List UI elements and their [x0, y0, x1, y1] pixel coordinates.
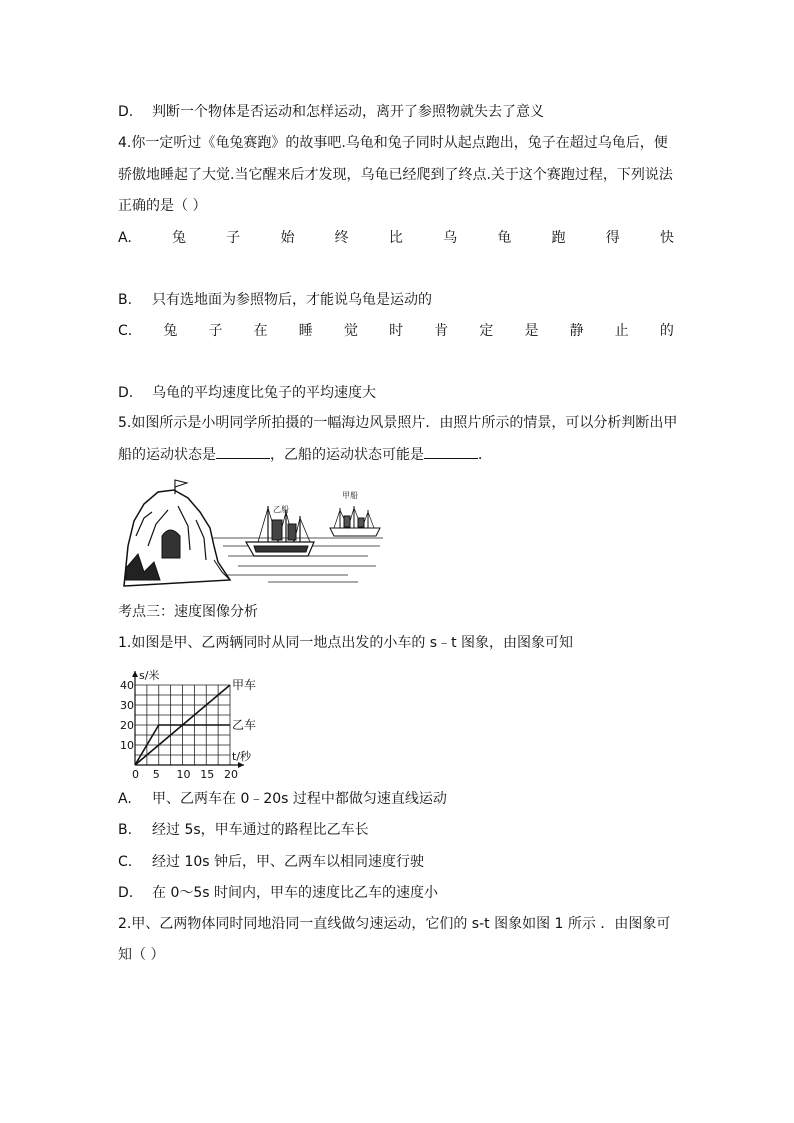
- option-char: 静: [569, 323, 584, 339]
- option-char: 比: [388, 230, 403, 246]
- option-label: D.: [118, 385, 134, 401]
- option-char: 快: [659, 230, 674, 246]
- answer-blank-2: [424, 444, 478, 459]
- q1-option-b: [118, 820, 369, 840]
- q4-option-d: [118, 383, 376, 403]
- seaside-photo: [118, 476, 390, 588]
- q1-option-c: [118, 852, 424, 872]
- q5-text-b: ，乙船的运动状态可能是: [270, 447, 424, 463]
- option-char: 跑: [551, 230, 566, 246]
- y-axis-arrow: [132, 671, 138, 677]
- option-char: 的: [659, 323, 674, 339]
- option-char: 子: [208, 323, 223, 339]
- q2-stem-line-1: 2.甲、乙两物体同时同地沿同一直线做匀速运动，它们的 s-t 图象如图 1 所示 ．由图象可: [118, 916, 671, 932]
- option-label: A.: [118, 791, 132, 807]
- option-char: 是: [524, 323, 539, 339]
- st-chart: [110, 660, 270, 782]
- option-char: 肯: [434, 323, 449, 339]
- option-label: C.: [118, 323, 133, 339]
- x-tick-label: 15: [200, 768, 215, 781]
- option-char: 子: [226, 230, 241, 246]
- option-char: 得: [605, 230, 620, 246]
- option-text: 乌龟的平均速度比兔子的平均速度大: [152, 385, 376, 401]
- option-label: B.: [118, 292, 133, 308]
- y-tick-label: 30: [120, 699, 134, 712]
- boat-label-yi: 乙船: [273, 505, 289, 514]
- q4-option-a: [118, 228, 674, 248]
- option-text: 甲、乙两车在 0﹣20s 过程中都做匀速直线运动: [152, 791, 447, 807]
- option-label: B.: [118, 822, 133, 838]
- option-char: 在: [253, 323, 268, 339]
- option-text: 只有选地面为参照物后，才能说乌龟是运动的: [152, 292, 432, 308]
- option-char: 止: [614, 323, 629, 339]
- boat-label-jia: 甲船: [342, 491, 358, 500]
- prev-option-d: [118, 102, 544, 122]
- option-char: 觉: [343, 323, 358, 339]
- x-tick-label: 5: [152, 768, 160, 781]
- y-tick-label: 40: [120, 679, 134, 692]
- q5-stem-line-1: 5.如图所示是小明同学所拍摄的一幅海边风景照片．由照片所示的情景，可以分析判断出甲: [118, 415, 678, 431]
- x-tick-label: 20: [224, 768, 238, 781]
- y-tick-label: 20: [120, 719, 134, 732]
- option-text: 经过 10s 钟后，甲、乙两车以相同速度行驶: [152, 854, 425, 870]
- option-label: A.: [118, 230, 132, 246]
- option-char: 终: [334, 230, 349, 246]
- answer-blank-1: [216, 444, 270, 459]
- q5-text-a: 船的运动状态是: [118, 447, 216, 463]
- q4-stem-line-1: 4.你一定听过《龟兔赛跑》的故事吧.乌龟和兔子同时从起点跑出，兔子在超过乌龟后，便: [118, 135, 668, 151]
- option-label: C.: [118, 854, 133, 870]
- y-tick-label: 10: [120, 739, 134, 752]
- option-text: 在 0～5s 时间内，甲车的速度比乙车的速度小: [152, 885, 439, 901]
- option-text: 判断一个物体是否运动和怎样运动，离开了参照物就失去了意义: [152, 104, 544, 120]
- x-tick-label: 10: [176, 768, 191, 781]
- q4-stem-line-2: 骄傲地睡起了大觉.当它醒来后才发现，乌龟已经爬到了终点.关于这个赛跑过程，下列说法: [118, 167, 673, 183]
- option-char: 兔: [172, 230, 186, 246]
- q2-stem-line-2: 知（ ）: [118, 947, 165, 963]
- option-char: 兔: [163, 323, 178, 339]
- q4-option-b: [118, 290, 432, 310]
- option-label: D.: [118, 104, 134, 120]
- q4-option-c: [118, 321, 674, 341]
- q1-option-a: [118, 789, 447, 809]
- q5-text-c: ．: [478, 447, 492, 463]
- q1-option-d: [118, 883, 438, 903]
- option-label: D.: [118, 885, 134, 901]
- option-char: 龟: [497, 230, 512, 246]
- section-title: 考点三：速度图像分析: [118, 604, 258, 620]
- option-char: 定: [479, 323, 494, 339]
- option-text: 经过 5s，甲车通过的路程比乙车长: [152, 822, 369, 838]
- option-char: 时: [389, 323, 404, 339]
- x-tick-label: 0: [132, 768, 139, 781]
- q1-stem: 1.如图是甲、乙两辆同时从同一地点出发的小车的 s﹣t 图象，由图象可知: [118, 635, 574, 651]
- option-char: 乌: [443, 230, 458, 246]
- q5-stem-line-2: [118, 444, 492, 465]
- series-label: 甲车: [232, 678, 257, 692]
- x-axis-label: t/秒: [232, 750, 252, 763]
- boat-jia: [330, 506, 380, 536]
- q4-stem-line-3: 正确的是（ ）: [118, 198, 207, 214]
- option-char: 始: [280, 230, 295, 246]
- y-axis-label: s/米: [139, 669, 160, 682]
- series-label: 乙车: [232, 718, 257, 732]
- option-char: 睡: [298, 323, 313, 339]
